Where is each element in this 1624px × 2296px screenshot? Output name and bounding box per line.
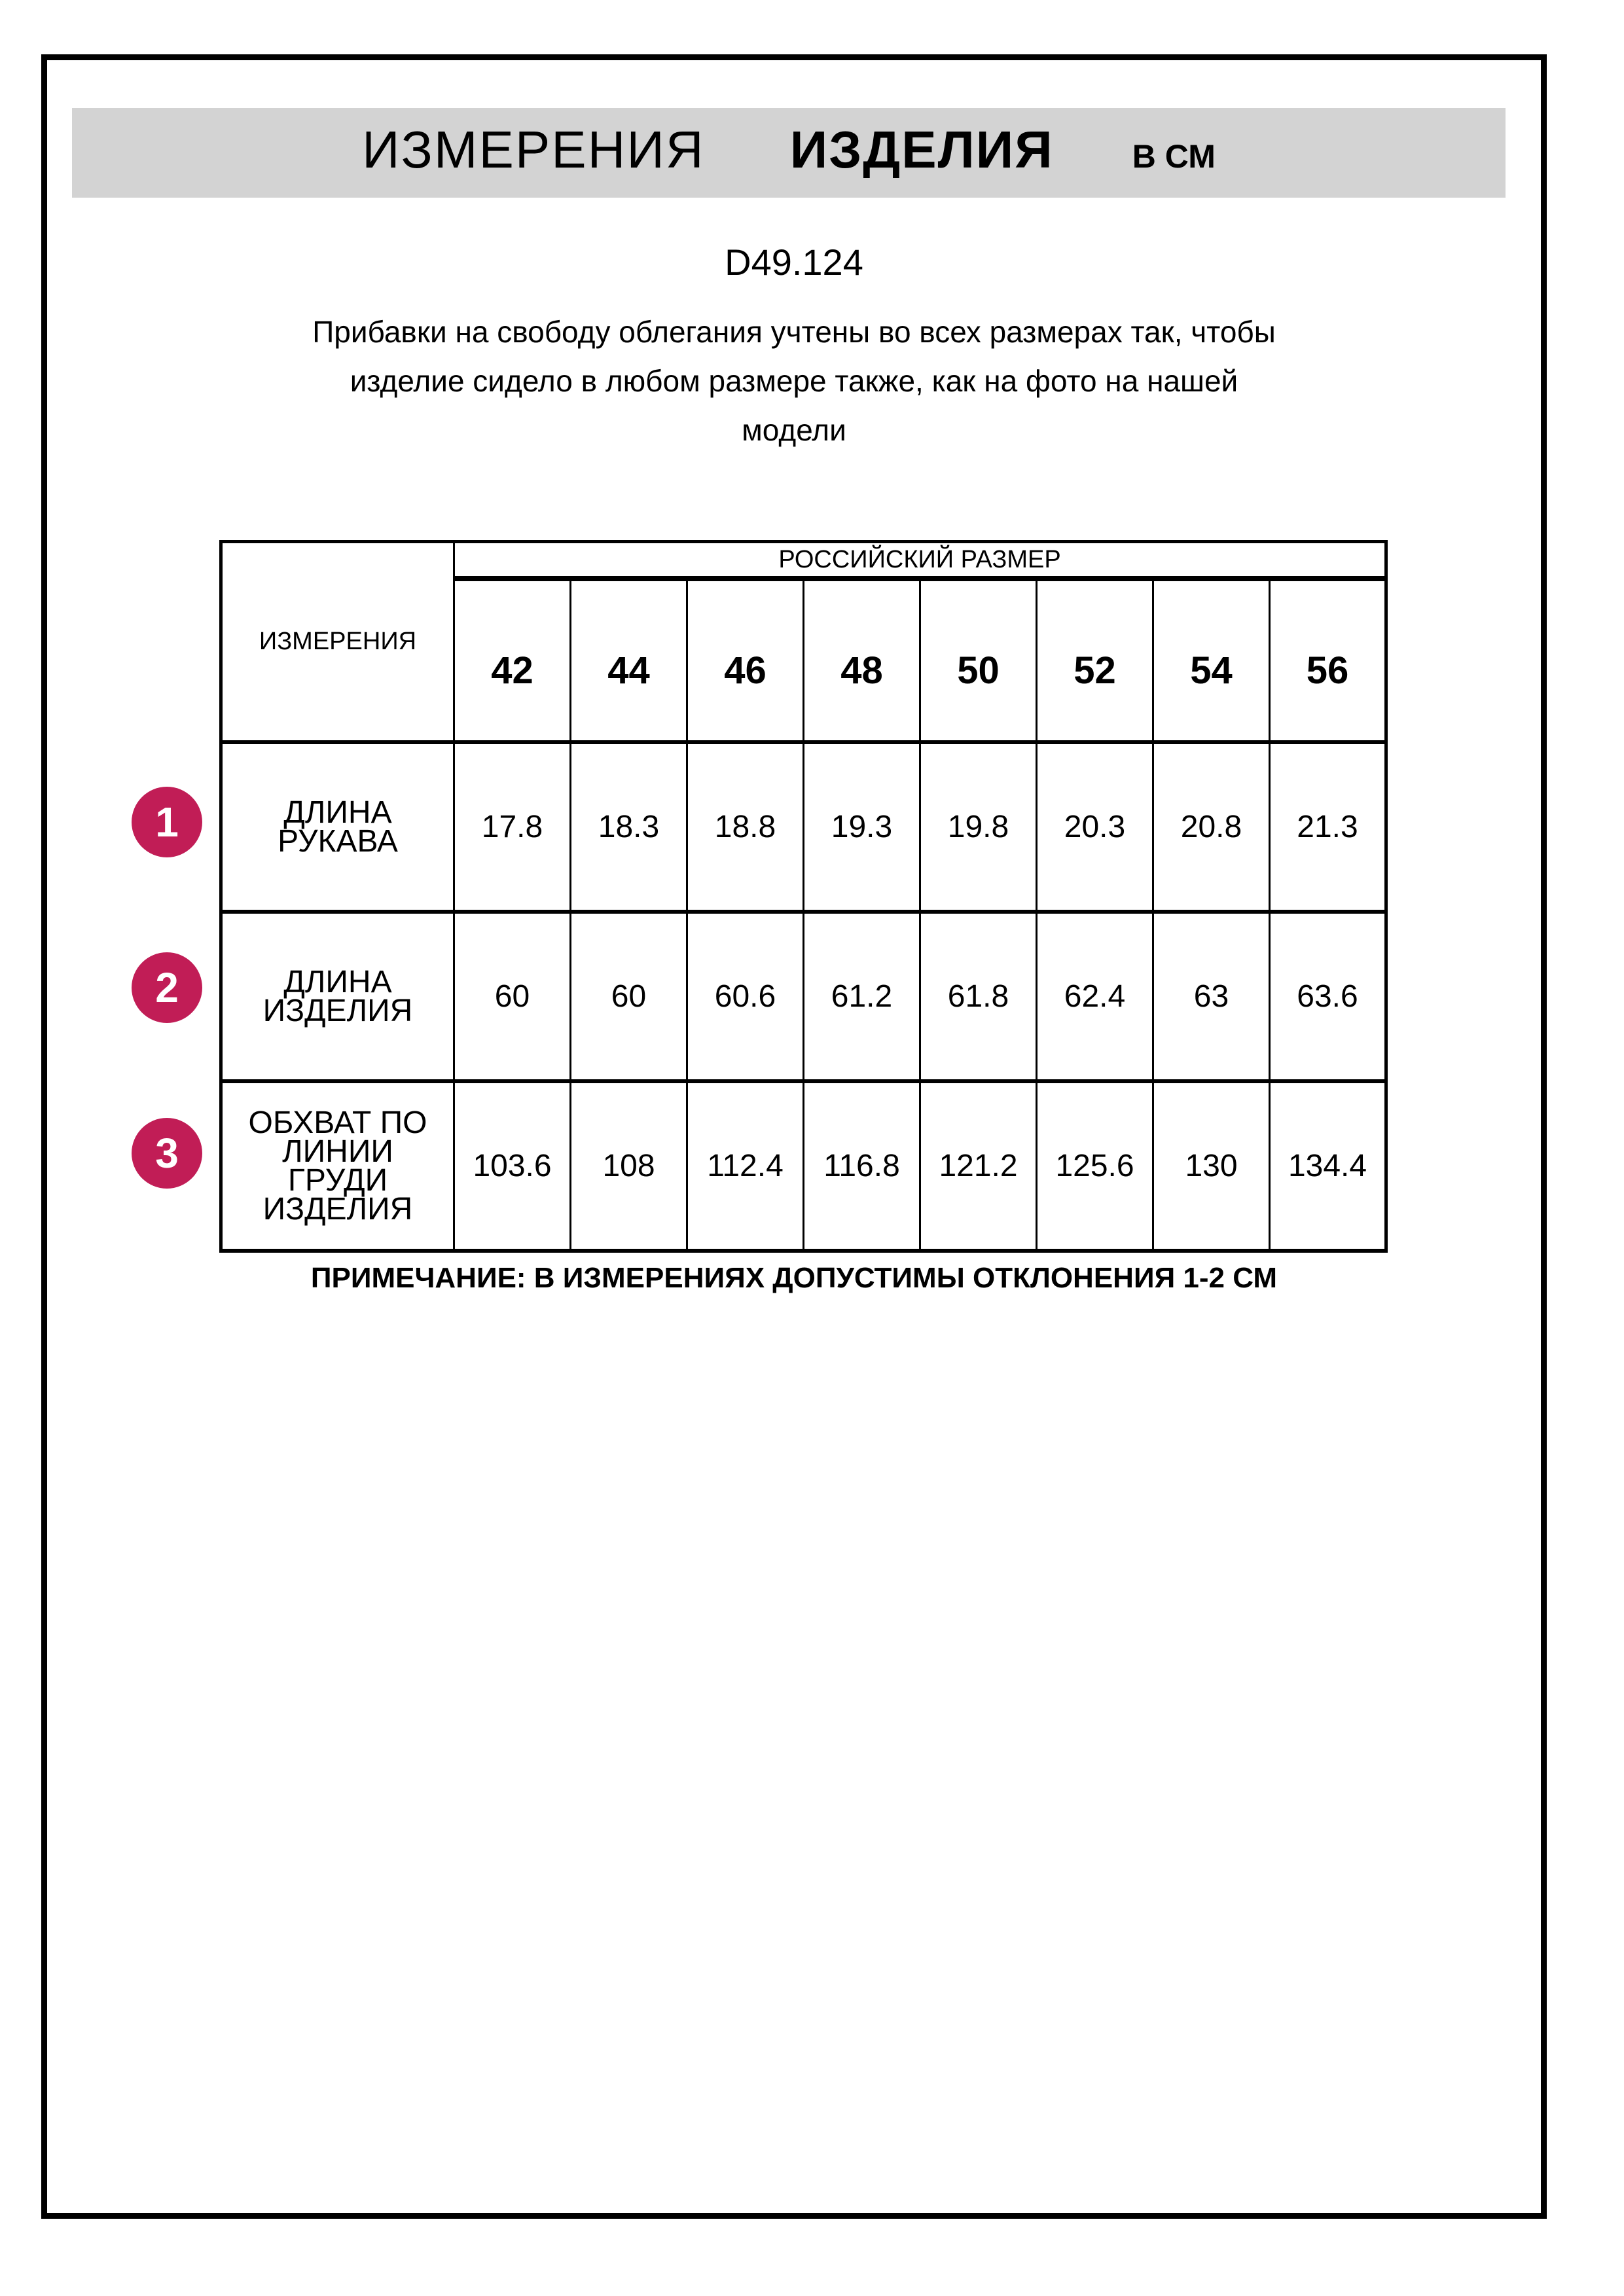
cell-value: 62.4 [1037,912,1153,1081]
page-border-frame [41,54,1547,2219]
tolerance-note: ПРИМЕЧАНИЕ: В ИЗМЕРЕНИЯХ ДОПУСТИМЫ ОТКЛОНЕНИЯ 1-2 СМ [310,1262,1278,1294]
cell-value: 116.8 [804,1081,920,1251]
table-row-chest-girth [221,1081,1386,1251]
cell-value: 18.3 [571,742,687,912]
size-header-56: 56 [1270,579,1386,742]
cell-value: 21.3 [1270,742,1386,912]
title-bar [72,108,1506,198]
cell-value: 19.3 [804,742,920,912]
cell-value: 108 [571,1081,687,1251]
fit-description-line-1: Прибавки на свободу облегания учтены во всех размерах так, чтобы [312,315,1276,349]
cell-value: 20.8 [1153,742,1270,912]
table-row-sleeve-length [221,742,1386,912]
row-label: ДЛИНА ИЗДЕЛИЯ [221,912,454,1081]
size-header-42: 42 [454,579,571,742]
measurements-column-header: ИЗМЕРЕНИЯ [221,542,454,743]
cell-value: 112.4 [687,1081,804,1251]
size-table [219,540,1388,1253]
table-row-group-header [221,542,1386,579]
size-header-50: 50 [920,579,1037,742]
title-units: В СМ [1132,138,1216,175]
cell-value: 61.2 [804,912,920,1081]
row-marker-3: 3 [132,1118,202,1189]
table-row-item-length [221,912,1386,1081]
russian-size-group-header: РОССИЙСКИЙ РАЗМЕР [454,542,1386,579]
row-label: ДЛИНА РУКАВА [221,742,454,912]
title-product: ИЗДЕЛИЯ [789,120,1054,179]
row-marker-1: 1 [132,787,202,857]
fit-description-line-3: модели [742,413,846,447]
row-marker-2: 2 [132,952,202,1023]
title-measurements: ИЗМЕРЕНИЯ [362,120,705,179]
cell-value: 130 [1153,1081,1270,1251]
size-header-52: 52 [1037,579,1153,742]
row-label: ОБХВАТ ПО ЛИНИИ ГРУДИ ИЗДЕЛИЯ [221,1081,454,1251]
cell-value: 60 [454,912,571,1081]
cell-value: 63 [1153,912,1270,1081]
cell-value: 125.6 [1037,1081,1153,1251]
cell-value: 20.3 [1037,742,1153,912]
product-code: D49.124 [725,242,863,283]
size-header-46: 46 [687,579,804,742]
size-header-48: 48 [804,579,920,742]
cell-value: 63.6 [1270,912,1386,1081]
size-header-44: 44 [571,579,687,742]
cell-value: 17.8 [454,742,571,912]
cell-value: 61.8 [920,912,1037,1081]
cell-value: 103.6 [454,1081,571,1251]
size-header-54: 54 [1153,579,1270,742]
fit-description-line-2: изделие сидело в любом размере также, как на фото на нашей [350,364,1238,398]
cell-value: 19.8 [920,742,1037,912]
fit-description [47,308,1541,455]
cell-value: 121.2 [920,1081,1037,1251]
cell-value: 134.4 [1270,1081,1386,1251]
cell-value: 60 [571,912,687,1081]
cell-value: 60.6 [687,912,804,1081]
cell-value: 18.8 [687,742,804,912]
